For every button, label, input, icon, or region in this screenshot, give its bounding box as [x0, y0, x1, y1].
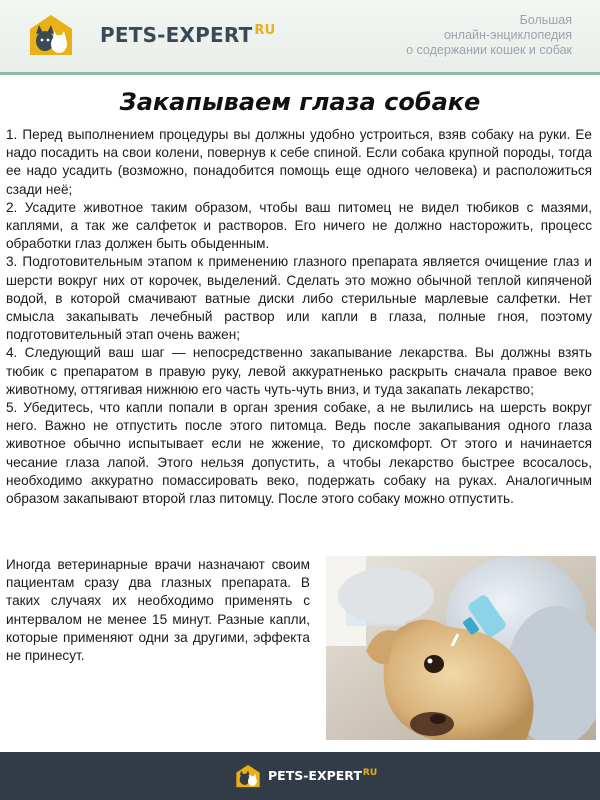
footer-brand[interactable] [268, 768, 377, 783]
brand-text: PETS-EXPERT [100, 23, 253, 47]
step-paragraph-1: 1. Перед выполнением процедуры вы должны удобно устроиться, взяв собаку на руки. Ее надо посадить на свои колени, повернув к себе спиной. Если собака крупной породы, тогда ее надо усадить (возможно, понадобится помощь еще одного человека) и расположиться сзади неё; [6, 127, 592, 197]
article-title: Закапываем глаза собаке [119, 88, 481, 116]
side-note-paragraph: Иногда ветеринарные врачи назначают своим пациентам сразу два глазных препарата. В таких случаях их необходимо применять с интервалом не менее 15 минут. Разные капли, которые применяют одни за другими, эффекта не принесут. [6, 557, 310, 664]
brand-suffix: RU [254, 23, 276, 38]
site-tagline [352, 13, 572, 58]
footer-logo-icon[interactable] [233, 762, 263, 790]
tagline-line: онлайн-энциклопедия [443, 28, 572, 42]
tagline-line: Большая [519, 13, 572, 27]
site-footer [0, 752, 600, 800]
article-body [6, 126, 592, 508]
brand-name[interactable] [100, 23, 275, 47]
dog-eye-drops-photo [326, 556, 596, 740]
photo-illustration [326, 556, 596, 740]
step-paragraph-4: 4. Следующий ваш шаг — непосредственно закапывание лекарства. Вы должны взять тюбик с препаратом в правую руку, левой аккуратненько раскрыть сначала правое веко животному, оттягивая нижнюю его часть чуть-чуть вниз, и туда закапать лекарство; [6, 345, 592, 397]
footer-brand-suffix: RU [362, 768, 378, 778]
footer-brand-text: PETS-EXPERT [268, 768, 362, 783]
pets-logo-icon[interactable] [24, 11, 78, 59]
step-paragraph-2: 2. Усадите животное таким образом, чтобы ваш питомец не видел тюбиков с мазями, каплями, а так же салфеток и растворов. Его ничего не должно насторожить, процесс обработки глаз должен быть обыденным. [6, 199, 592, 252]
step-paragraph-3: 3. Подготовительным этапом к применению глазного препарата является очищение глаз и шерсти вокруг них от корочек, выделений. Сделать это можно обычной теплой кипяченой водой, в которой смачивают ватные диски либо стерильные марлевые салфетки. Нет смысла закапывать лечебный раствор или капли в глаза, полные гноя, поэтому подготовительный этап очень важен; [6, 254, 592, 343]
step-paragraph-5: 5. Убедитесь, что капли попали в орган зрения собаке, а не вылились на шерсть вокруг него. Важно не отпустить после этого питомца. Ведь после закапывания одного глаза животное обычно испытывает если не жжение, то дискомфорт. От этого и начинается чесание глаза лапой. Этого нельзя допустить, а чтобы лекарство быстрее всосалось, необходимо аккуратно помассировать веко, подержать собаку на руках. Аналогичным образом закапывают второй глаз питомцу. После этого собаку можно отпустить. [6, 400, 592, 507]
site-header [0, 0, 600, 75]
tagline-line: о содержании кошек и собак [406, 43, 572, 57]
